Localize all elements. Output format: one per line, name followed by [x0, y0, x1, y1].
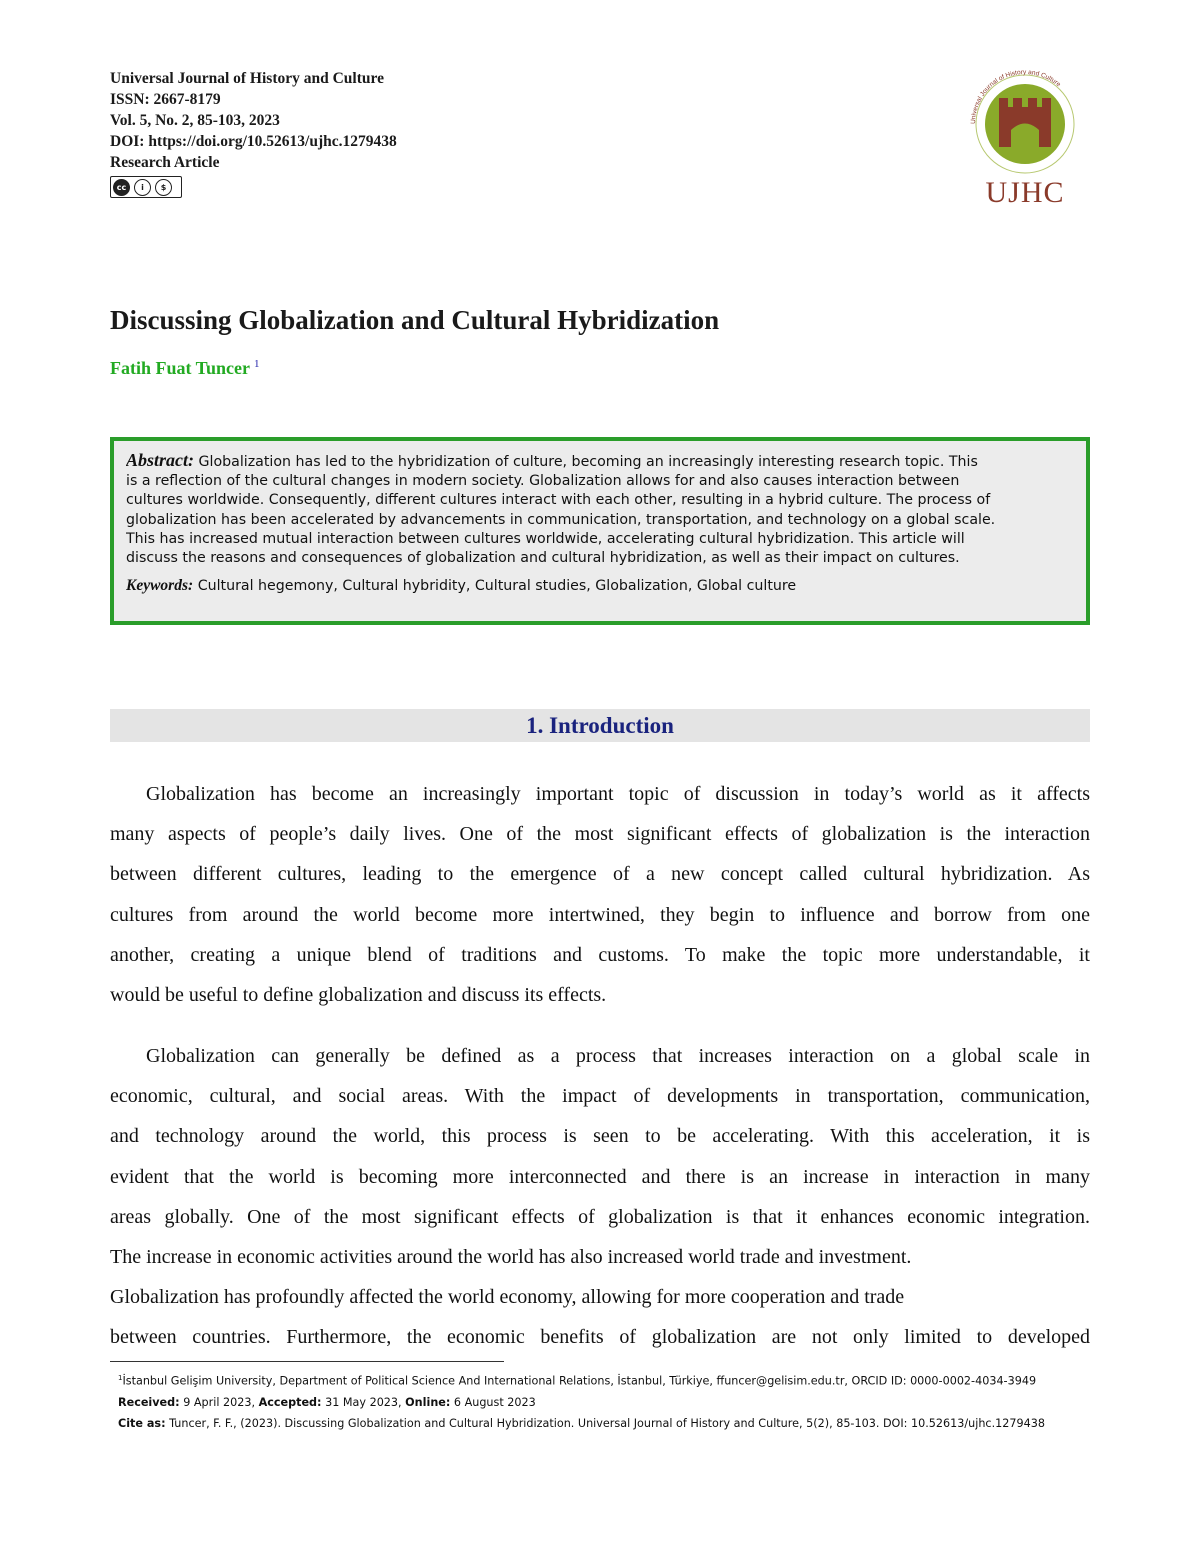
cc-license-badge[interactable] [110, 176, 182, 198]
nc-icon: $ [155, 179, 172, 196]
abstract-line: Abstract: Globalization has led to the hybridization of culture, becoming an increasingly interesting research topic. This [126, 451, 978, 470]
footnote-divider [110, 1361, 504, 1362]
author-footnote-ref[interactable]: 1 [254, 358, 260, 370]
text-line: between countries. Furthermore, the economic benefits of globalization are not only limited to developed [110, 1326, 1090, 1349]
journal-logo [955, 62, 1095, 212]
keywords-list: Cultural hegemony, Cultural hybridity, Cultural studies, Globalization, Global culture [197, 578, 797, 595]
paragraph [110, 774, 1090, 1015]
text-line: Globalization can generally be defined as a process that increases interaction on a global scale in [146, 1045, 1090, 1067]
text-line: evident that the world is becoming more interconnected and there is an increase in interaction in many [110, 1165, 1090, 1188]
article-title: Discussing Globalization and Cultural Hybridization [110, 305, 720, 335]
author-line [110, 358, 260, 379]
text-line: between different cultures, leading to the emergence of a new concept called cultural hybridization. As [110, 863, 1090, 886]
text-line: another, creating a unique blend of traditions and customs. To make the topic more understandable, it [110, 943, 1090, 966]
text-line: Globalization has profoundly affected the world economy, allowing for more cooperation and trade [110, 1286, 905, 1309]
footnote-citation: Cite as: Tuncer, F. F., (2023). Discussing Globalization and Cultural Hybridization. Universal Journal of History and Culture, 5(2), 85-103. DOI: 10.52613/ujhc.1279438 [118, 1416, 1045, 1430]
footnotes [118, 1368, 1045, 1434]
logo-text: UJHC [985, 176, 1065, 209]
article-type: Research Article [110, 154, 220, 171]
text-line: Globalization has become an increasingly important topic of discussion in today’s world as it affects [146, 783, 1090, 805]
journal-doi[interactable]: DOI: https://doi.org/10.52613/ujhc.1279438 [110, 133, 397, 150]
journal-issn: ISSN: 2667-8179 [110, 91, 221, 108]
abstract-line: is a reflection of the cultural changes in modern society. Globalization allows for and also causes interaction between [126, 473, 960, 490]
text-line: would be useful to define globalization and discuss its effects. [110, 984, 607, 1007]
by-icon: i [134, 179, 151, 196]
text-line: many aspects of people’s daily lives. One of the most significant effects of globalization is the interaction [110, 823, 1090, 846]
keywords-row [126, 576, 1074, 596]
author-name[interactable]: Fatih Fuat Tuncer [110, 358, 251, 378]
abstract-line: This has increased mutual interaction between cultures worldwide, accelerating cultural hybridization. This article will [126, 530, 965, 547]
journal-volume: Vol. 5, No. 2, 85-103, 2023 [110, 112, 280, 129]
paragraph [110, 1036, 1090, 1358]
abstract-line: discuss the reasons and consequences of globalization and cultural hybridization, as well as their impact on cultures. [126, 550, 960, 567]
abstract-label: Abstract: [126, 451, 195, 470]
abstract-line: globalization has been accelerated by advancements in communication, transportation, and technology on a global scale. [126, 511, 996, 528]
text-line: The increase in economic activities around the world has also increased world trade and investment. [110, 1246, 912, 1269]
section-heading-introduction: 1. Introduction [110, 709, 1090, 742]
text-line: areas globally. One of the most significant effects of globalization is that it enhances economic integration. [110, 1205, 1090, 1228]
keywords-label: Keywords: [126, 577, 194, 595]
logo-ring-text: Universal Journal of History and Culture [969, 68, 1062, 125]
text-line: cultures from around the world become more intertwined, they begin to influence and borrow from one [110, 903, 1090, 926]
text-line: and technology around the world, this process is seen to be accelerating. With this acceleration, it is [110, 1125, 1090, 1148]
abstract-box [110, 437, 1090, 625]
cc-icon: cc [113, 179, 130, 196]
abstract-line: cultures worldwide. Consequently, different cultures interact with each other, resulting in a hybrid culture. The process of [126, 492, 991, 509]
journal-name: Universal Journal of History and Culture [110, 70, 384, 87]
journal-header [110, 68, 397, 198]
footnote-dates: Received: 9 April 2023, Accepted: 31 May 2023, Online: 6 August 2023 [118, 1395, 536, 1409]
text-line: economic, cultural, and social areas. With the impact of developments in transportation, communication, [110, 1085, 1090, 1108]
footnote-affiliation: $^1$İstanbul Gelişim University, Department of Political Science And International Relations, İstanbul, Türkiye, ffuncer@gelisim.edu.tr, ORCID ID: 0000-0002-4034-3949 [118, 1374, 1037, 1388]
